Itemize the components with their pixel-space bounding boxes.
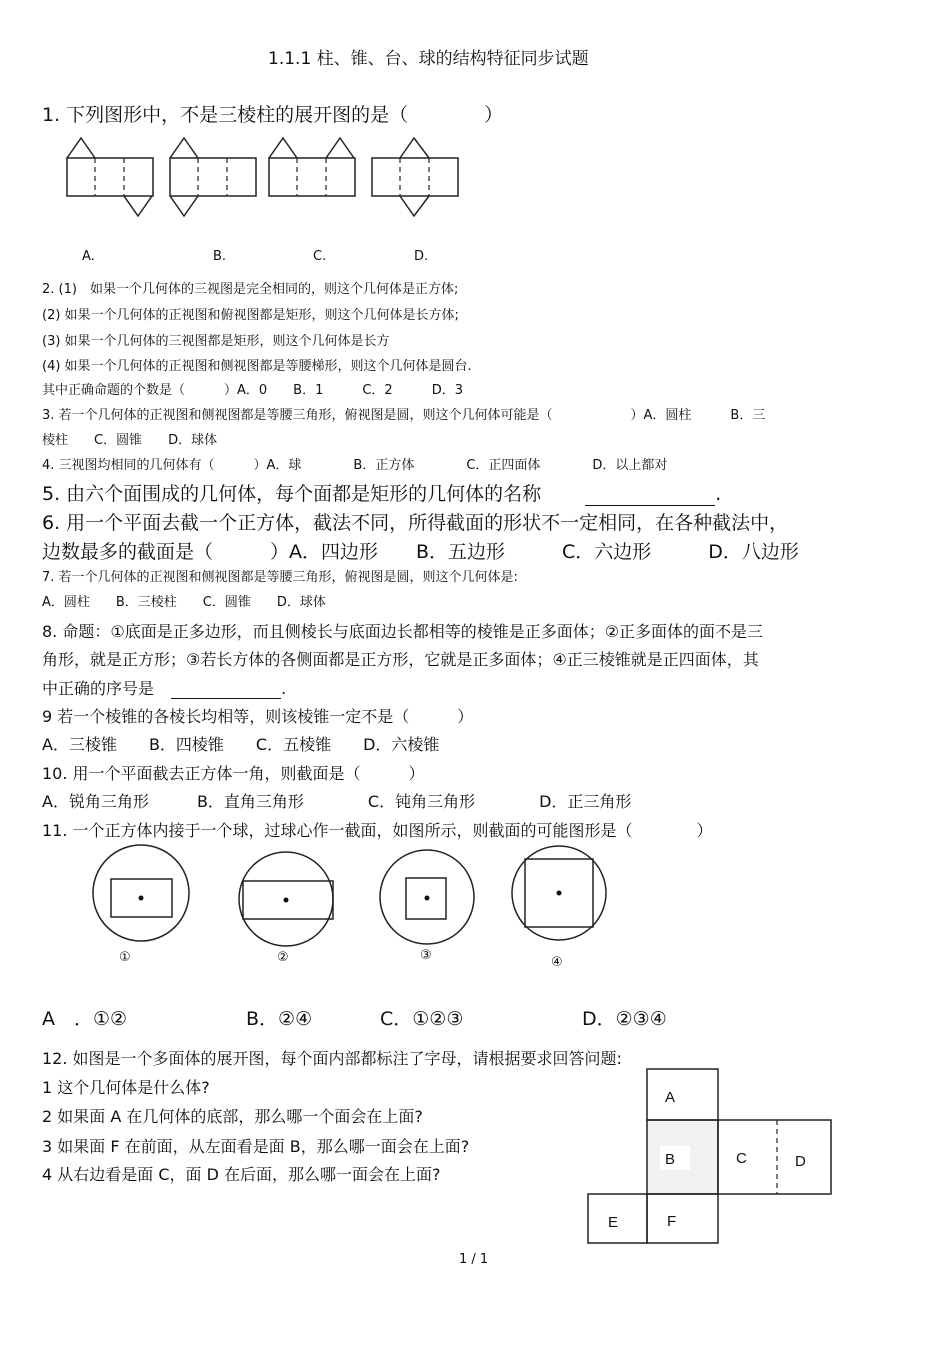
q2-line-5: 其中正确命题的个数是（ ）A．0 B．1 C．2 D．3 <box>42 383 463 398</box>
q12-stem: 12. 如图是一个多面体的展开图，每个面内部都标注了字母，请根据要求回答问题: <box>42 1049 622 1068</box>
q11-figure-1 <box>92 843 192 943</box>
q11-figure-4 <box>510 845 610 945</box>
page-title: 1.1.1 柱、锥、台、球的结构特征同步试题 <box>268 49 589 69</box>
q1-label-d: D. <box>414 249 429 264</box>
q8-answer-blank[interactable] <box>171 682 281 699</box>
q11-line-1: 11. 一个正方体内接于一个球，过球心作一截面，如图所示，则截面的可能图形是（ ） <box>42 821 713 840</box>
q2-line-1: 2. (1) 如果一个几何体的三视图是完全相同的，则这个几何体是正方体; <box>42 282 459 297</box>
q9-line-1: 9 若一个棱锥的各棱长均相等，则该棱锥一定不是（ ） <box>42 707 474 726</box>
q5-text: 5. 由六个面围成的几何体，每个面都是矩形的几何体的名称 <box>42 483 542 505</box>
q12-item-1: 1 这个几何体是什么体? <box>42 1078 210 1097</box>
q11-label-4: ④ <box>551 955 563 970</box>
q7-line-1: 7. 若一个几何体的正视图和侧视图都是等腰三角形，俯视图是圆，则这个几何体是: <box>42 570 518 585</box>
q11-label-2: ② <box>277 950 289 965</box>
q10-line-1: 10. 用一个平面截去正方体一角，则截面是（ ） <box>42 764 425 783</box>
q3-line-2: 棱柱 C．圆锥 D．球体 <box>42 433 218 448</box>
q8-line-2: 角形，就是正方形；③若长方体的各侧面都是正方形，它就是正多面体；④正三棱锥就是正四面体，其 <box>42 650 759 669</box>
q1-figure-d <box>371 136 461 216</box>
q5-answer-blank[interactable] <box>585 489 715 506</box>
q12-face-c: C <box>736 1150 747 1167</box>
q12-face-a: A <box>665 1089 676 1106</box>
q1-label-a: A. <box>82 249 95 264</box>
q1-label-b: B. <box>213 249 227 264</box>
q8-line-1: 8. 命题：①底面是正多边形，而且侧棱长与底面边长都相等的棱锥是正多面体；②正多面体的面不是三 <box>42 622 764 641</box>
q12-item-2: 2 如果面 A 在几何体的底部，那么哪一个面会在上面? <box>42 1107 423 1126</box>
q1-figure-c <box>268 136 358 216</box>
q11-option-d: D．②③④ <box>582 1008 667 1030</box>
q3-line-1: 3. 若一个几何体的正视图和侧视图都是等腰三角形，俯视图是圆，则这个几何体可能是（ ）A．圆柱 B．三 <box>42 408 766 423</box>
q11-option-c: C．①②③ <box>380 1008 464 1030</box>
q8-text: 中正确的序号是 <box>42 679 155 698</box>
q1-figure-b <box>169 136 259 216</box>
q5-line: 5. 由六个面围成的几何体，每个面都是矩形的几何体的名称 . <box>42 483 722 505</box>
q12-face-b: B <box>665 1151 676 1168</box>
q11-label-1: ① <box>119 950 131 965</box>
q4-line: 4. 三视图均相同的几何体有（ ）A．球 B．正方体 C．正四面体 D．以上都对 <box>42 458 668 473</box>
q2-line-4: (4) 如果一个几何体的正视图和侧视图都是等腰梯形，则这个几何体是圆台. <box>42 359 472 374</box>
q11-option-b: B．②④ <box>246 1008 313 1030</box>
q11-figure-3 <box>379 849 479 949</box>
q9-line-2: A．三棱锥 B．四棱锥 C．五棱锥 D．六棱锥 <box>42 735 440 754</box>
q12-item-4: 4 从右边看是面 C，面 D 在后面，那么哪一面会在上面? <box>42 1165 441 1184</box>
q12-item-3: 3 如果面 F 在前面，从左面看是面 B，那么哪一面会在上面? <box>42 1137 470 1156</box>
page-footer: 1 / 1 <box>459 1252 489 1267</box>
q12-face-d: D <box>795 1153 806 1170</box>
q11-option-a: A ．①② <box>42 1008 128 1030</box>
q10-line-2: A．锐角三角形 B．直角三角形 C．钝角三角形 D．正三角形 <box>42 792 632 811</box>
q7-line-2: A．圆柱 B．三棱柱 C．圆锥 D．球体 <box>42 595 326 610</box>
q2-line-3: (3) 如果一个几何体的三视图都是矩形，则这个几何体是长方 <box>42 334 390 349</box>
q6-line-2: 边数最多的截面是（ ）A．四边形 B．五边形 C．六边形 D．八边形 <box>42 541 799 563</box>
q6-line-1: 6. 用一个平面去截一个正方体，截法不同，所得截面的形状不一定相同，在各种截法中， <box>42 512 789 534</box>
q11-label-3: ③ <box>420 948 432 963</box>
q12-face-f: F <box>667 1213 677 1230</box>
q11-figure-2 <box>238 850 338 950</box>
q1-figure-a <box>66 136 156 216</box>
q8-line-3: 中正确的序号是 . <box>42 679 287 698</box>
q12-face-e: E <box>608 1214 619 1231</box>
q1-label-c: C. <box>313 249 327 264</box>
q2-line-2: (2) 如果一个几何体的正视图和俯视图都是矩形，则这个几何体是长方体; <box>42 308 459 323</box>
q1-stem: 1. 下列图形中，不是三棱柱的展开图的是（ ） <box>42 104 504 126</box>
